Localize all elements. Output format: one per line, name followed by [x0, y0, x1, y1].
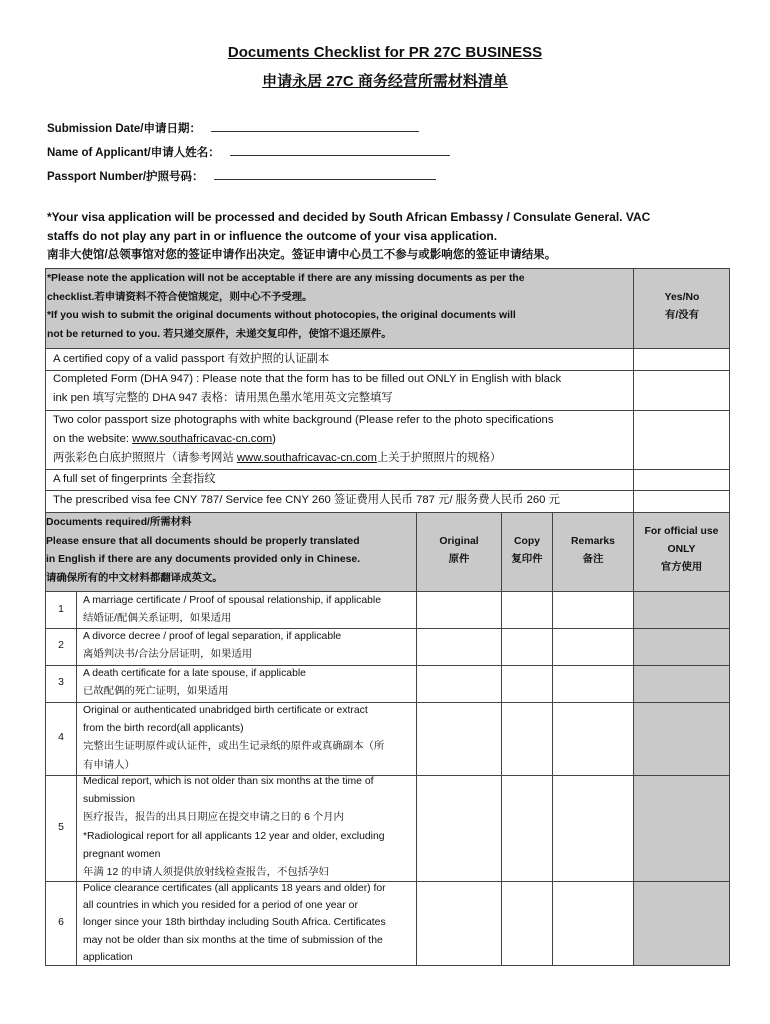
- page-title-cn: 申请永居 27C 商务经营所需材料清单: [262, 73, 508, 90]
- applicant-name-field[interactable]: [47, 144, 450, 160]
- yesno-checkbox[interactable]: [634, 492, 729, 511]
- general-item: [53, 491, 638, 510]
- general-item-text: Completed Form (DHA 947) : Please note that the form has to be filled out ONLY in English with black: [53, 373, 562, 385]
- row-number: 3: [58, 677, 64, 688]
- general-header-line: not be returned to you. 若只递交原件，未递交复印件，使馆不退还原件。: [47, 328, 392, 340]
- row-text: 离婚判决书/合法分居证明，如果适用: [83, 649, 253, 661]
- row-text: Police clearance certificates (all applicants 18 years and older) for: [83, 883, 386, 894]
- general-item-text: Two color passport size photographs with white background (Please refer to the photo specifications: [53, 414, 554, 426]
- row-text: *Radiological report for all applicants 12 year and older, excluding: [83, 830, 385, 842]
- row-text: Original or authenticated unabridged birth certificate or extract: [83, 705, 368, 716]
- row-text: 有申请人）: [83, 759, 135, 771]
- row-text: Medical report, which is not older than six months at the time of: [83, 776, 374, 787]
- row-text: pregnant women: [83, 848, 161, 860]
- general-item-text: A certified copy of a valid passport 有效护照的认证副本: [53, 353, 330, 365]
- submission-date-label: Submission Date/申请日期：: [47, 123, 201, 135]
- row-text: 结婚证/配偶关系证明，如果适用: [83, 613, 232, 625]
- row-number: 1: [58, 604, 64, 615]
- official-header: [633, 523, 730, 578]
- copy-header-en: Copy: [514, 536, 540, 547]
- remarks-header-cn: 备注: [582, 554, 604, 566]
- general-item-text: A full set of fingerprints 全套指纹: [53, 473, 216, 485]
- remarks-header: [552, 533, 634, 569]
- row-text: A marriage certificate / Proof of spousal relationship, if applicable: [83, 595, 382, 606]
- row-text: longer since your 18th birthday including South Africa. Certificates: [83, 917, 386, 929]
- required-header-line: Documents required/所需材料: [46, 517, 192, 528]
- table-row: [83, 702, 419, 775]
- official-header-2: ONLY: [667, 544, 696, 556]
- row-text: submission: [83, 794, 135, 806]
- general-item-text: The prescribed visa fee CNY 787/ Service fee CNY 260 签证费用人民币 787 元/ 服务费人民币 260 元: [53, 494, 560, 506]
- submission-date-field[interactable]: [47, 120, 419, 136]
- website-link[interactable]: www.southafricavac-cn.com: [236, 452, 377, 464]
- table-row: [83, 773, 419, 882]
- notice-line-3: 南非大使馆/总领事馆对您的签证申请作出决定。签证申请中心员工不参与或影响您的签证申请结果。: [47, 249, 557, 261]
- passport-number-label: Passport Number/护照号码：: [47, 171, 204, 183]
- original-header-en: Original: [439, 536, 479, 547]
- page-title-en: Documents Checklist for PR 27C BUSINESS: [227, 44, 543, 61]
- notice-line-1: *Your visa application will be processed and decided by South African Embassy / Consulate General. VAC: [47, 210, 651, 224]
- row-text: A death certificate for a late spouse, if applicable: [83, 668, 306, 679]
- row-text: from the birth record(all applicants): [83, 723, 244, 735]
- row-number: 5: [58, 822, 64, 833]
- general-item: [53, 370, 638, 408]
- copy-header: [501, 533, 553, 569]
- table-row: [83, 880, 419, 966]
- required-header-line: Please ensure that all documents should be properly translated: [46, 535, 360, 547]
- required-header-text: [46, 514, 418, 588]
- general-item-text: on the website:: [53, 433, 133, 445]
- applicant-name-line[interactable]: [230, 145, 450, 156]
- row-text: 医疗报告，报告的出具日期应在提交申请之日的 6 个月内: [83, 812, 344, 824]
- yesno-checkbox[interactable]: [634, 471, 729, 489]
- general-header-line: checklist.若申请资料不符合使馆规定，则中心不予受理。: [47, 291, 313, 303]
- notice-line-2: staffs do not play any part in or influence the outcome of your visa application.: [47, 229, 498, 243]
- row-number: 6: [58, 917, 64, 928]
- website-link[interactable]: www.southafricavac-cn.com: [132, 433, 273, 445]
- general-item: [53, 350, 633, 369]
- row-text: 已故配偶的死亡证明，如果适用: [83, 686, 229, 698]
- general-item-text: 上关于护照照片的规格）: [376, 452, 502, 464]
- copy-header-cn: 复印件: [511, 554, 543, 566]
- official-use-column: [633, 592, 730, 966]
- yesno-header: [634, 289, 730, 325]
- general-item-text: ink pen 填写完整的 DHA 947 表格：请用黑色墨水笔用英文完整填写: [53, 392, 393, 404]
- row-text: all countries in which you resided for a period of one year or: [83, 900, 358, 912]
- yesno-cn: 有/没有: [664, 310, 700, 322]
- required-header-line: 请确保所有的中文材料都翻译成英文。: [46, 572, 223, 584]
- submission-date-line[interactable]: [211, 121, 419, 132]
- yesno-checkbox[interactable]: [634, 371, 729, 409]
- row-text: A divorce decree / proof of legal separation, if applicable: [83, 631, 342, 642]
- original-header-cn: 原件: [448, 554, 470, 566]
- visa-notice: [47, 208, 727, 265]
- remarks-header-en: Remarks: [571, 536, 615, 547]
- row-text: may not be older than six months at the time of submission of the: [83, 934, 383, 946]
- row-number: 2: [58, 640, 64, 651]
- general-item-text: 两张彩色白底护照照片（请参考网站: [53, 452, 237, 464]
- yesno-en: Yes/No: [664, 292, 700, 303]
- row-text: 完整出生证明原件或认证件，或出生记录纸的原件或真确副本（所: [83, 741, 385, 753]
- official-header-3: 官方使用: [660, 562, 703, 574]
- table-row: [83, 665, 419, 701]
- passport-number-field[interactable]: [47, 168, 436, 184]
- general-item: [53, 470, 633, 489]
- general-header-text: [47, 270, 632, 344]
- general-header-line: *Please note the application will not be acceptable if there are any missing documents as per the: [47, 273, 525, 284]
- official-header-1: For official use: [644, 526, 719, 537]
- required-header-line: in English if there are any documents provided only in Chinese.: [46, 554, 361, 565]
- row-text: application: [83, 951, 133, 963]
- row-number: 4: [58, 732, 64, 743]
- yesno-checkbox[interactable]: [634, 411, 729, 468]
- general-item: Two color passport size photographs with white background (Please refer to the photo specifications on the website: www.southafricavac-cn.com) 两张彩色白底护照照片（请参考网站 www.southafricavac-cn.com上关于护照照片的规格）: [53, 411, 638, 468]
- passport-number-line[interactable]: [214, 169, 436, 180]
- general-header-line: *If you wish to submit the original documents without photocopies, the original documents will: [47, 310, 516, 321]
- table-row: [83, 592, 419, 628]
- table-row: [83, 628, 419, 664]
- original-header: [416, 533, 502, 569]
- row-text: 年满 12 的申请人须提供放射线检查报告，不包括孕妇: [83, 867, 329, 879]
- yesno-checkbox[interactable]: [634, 351, 729, 369]
- applicant-name-label: Name of Applicant/申请人姓名：: [47, 147, 220, 159]
